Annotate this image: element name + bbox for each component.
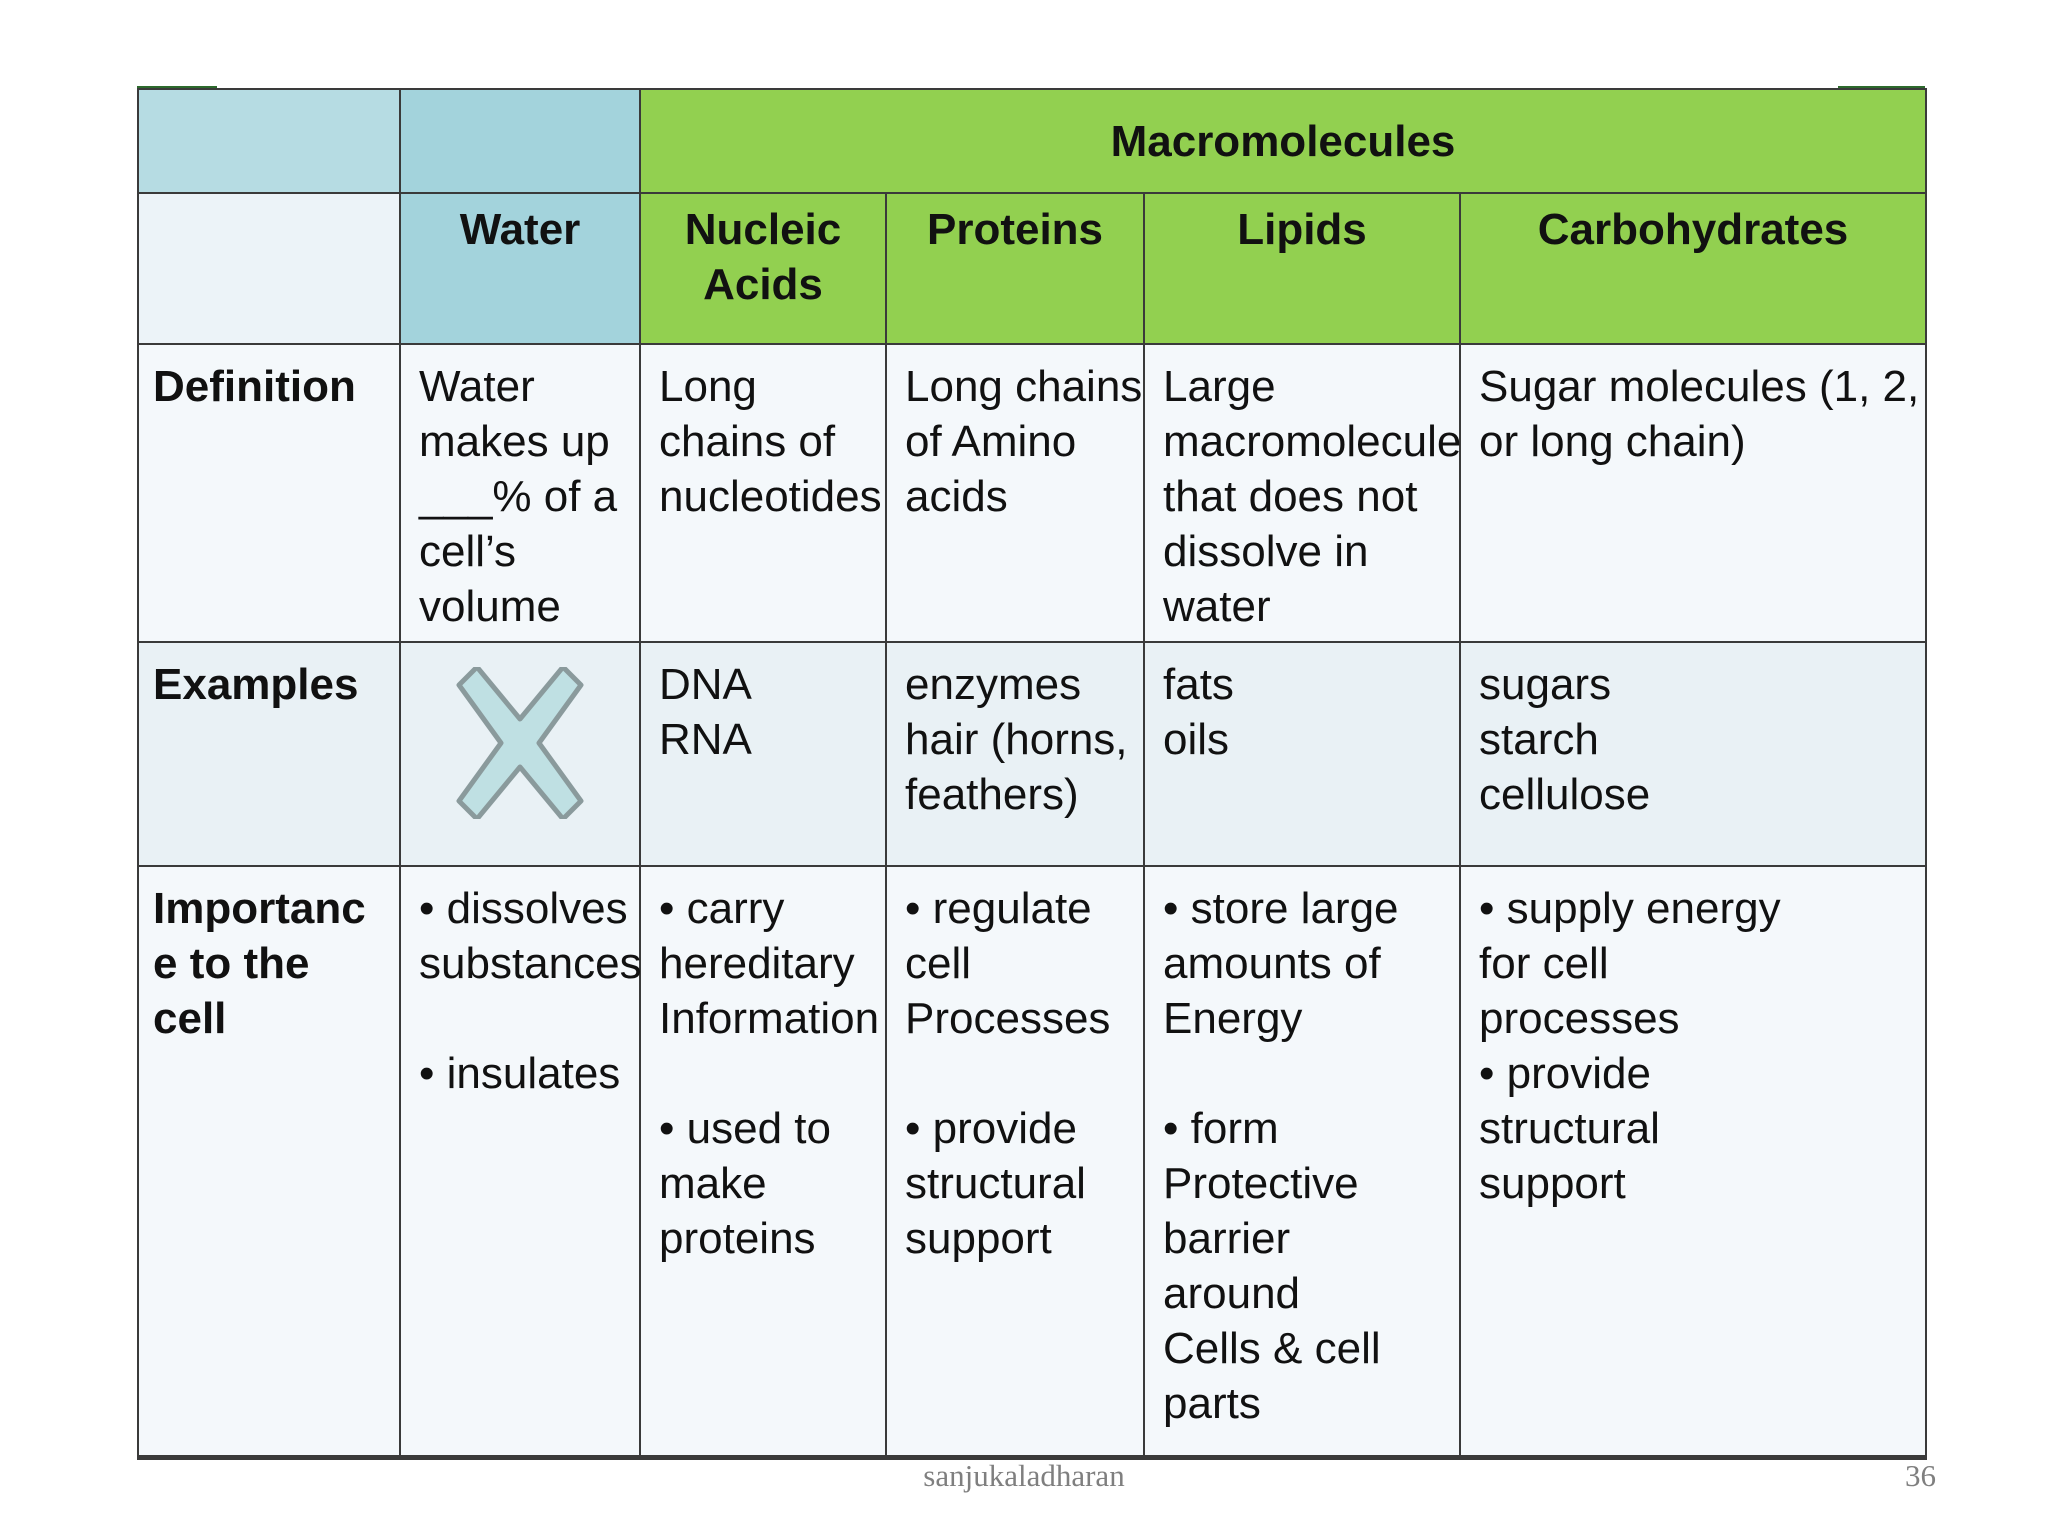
importance-lipids: • store large amounts of Energy • form Protective barrier around Cells & cell parts [1144,866,1460,1459]
corner-cell [138,89,400,193]
importance-nucleic-acids: • carry hereditary Information • used to make proteins [640,866,886,1459]
column-header-lipids: Lipids [1144,193,1460,344]
macromolecules-table [137,88,1927,1460]
table-row [138,866,1926,1459]
column-header-nucleic-acids: Nucleic Acids [640,193,886,344]
definition-water: Water makes up ___% of a cell’s volume [400,344,640,642]
page-number: 36 [1905,1458,1936,1493]
table-row [138,642,1926,866]
x-mark-icon [453,667,587,819]
definition-carbohydrates: Sugar molecules (1, 2, or long chain) [1460,344,1926,642]
importance-proteins: • regulate cell Processes • provide structural support [886,866,1144,1459]
blank-header-cell [138,193,400,344]
row-label-importance: Importanc e to the cell [138,866,400,1459]
macromolecules-header-text: Macromolecules [1110,116,1456,166]
footer-credit: sanjukaladharan [923,1458,1125,1493]
row-label-definition: Definition [138,344,400,642]
macromolecules-header [640,89,1926,193]
column-header-water: Water [400,193,640,344]
water-top-cell [400,89,640,193]
row-label-examples: Examples [138,642,400,866]
examples-lipids: fats oils [1144,642,1460,866]
importance-water: • dissolves substances • insulates [400,866,640,1459]
table-row [138,193,1926,344]
definition-lipids: Large macromolecule that does not dissolve in water [1144,344,1460,642]
definition-nucleic-acids: Long chains of nucleotides [640,344,886,642]
importance-carbohydrates: • supply energy for cell processes • provide structural support [1460,866,1926,1459]
table-row [138,89,1926,193]
examples-water [400,642,640,866]
examples-proteins: enzymes hair (horns, feathers) [886,642,1144,866]
column-header-proteins: Proteins [886,193,1144,344]
definition-proteins: Long chains of Amino acids [886,344,1144,642]
column-header-carbohydrates: Carbohydrates [1460,193,1926,344]
examples-carbohydrates: sugars starch cellulose [1460,642,1926,866]
table-row [138,344,1926,642]
examples-nucleic-acids: DNA RNA [640,642,886,866]
